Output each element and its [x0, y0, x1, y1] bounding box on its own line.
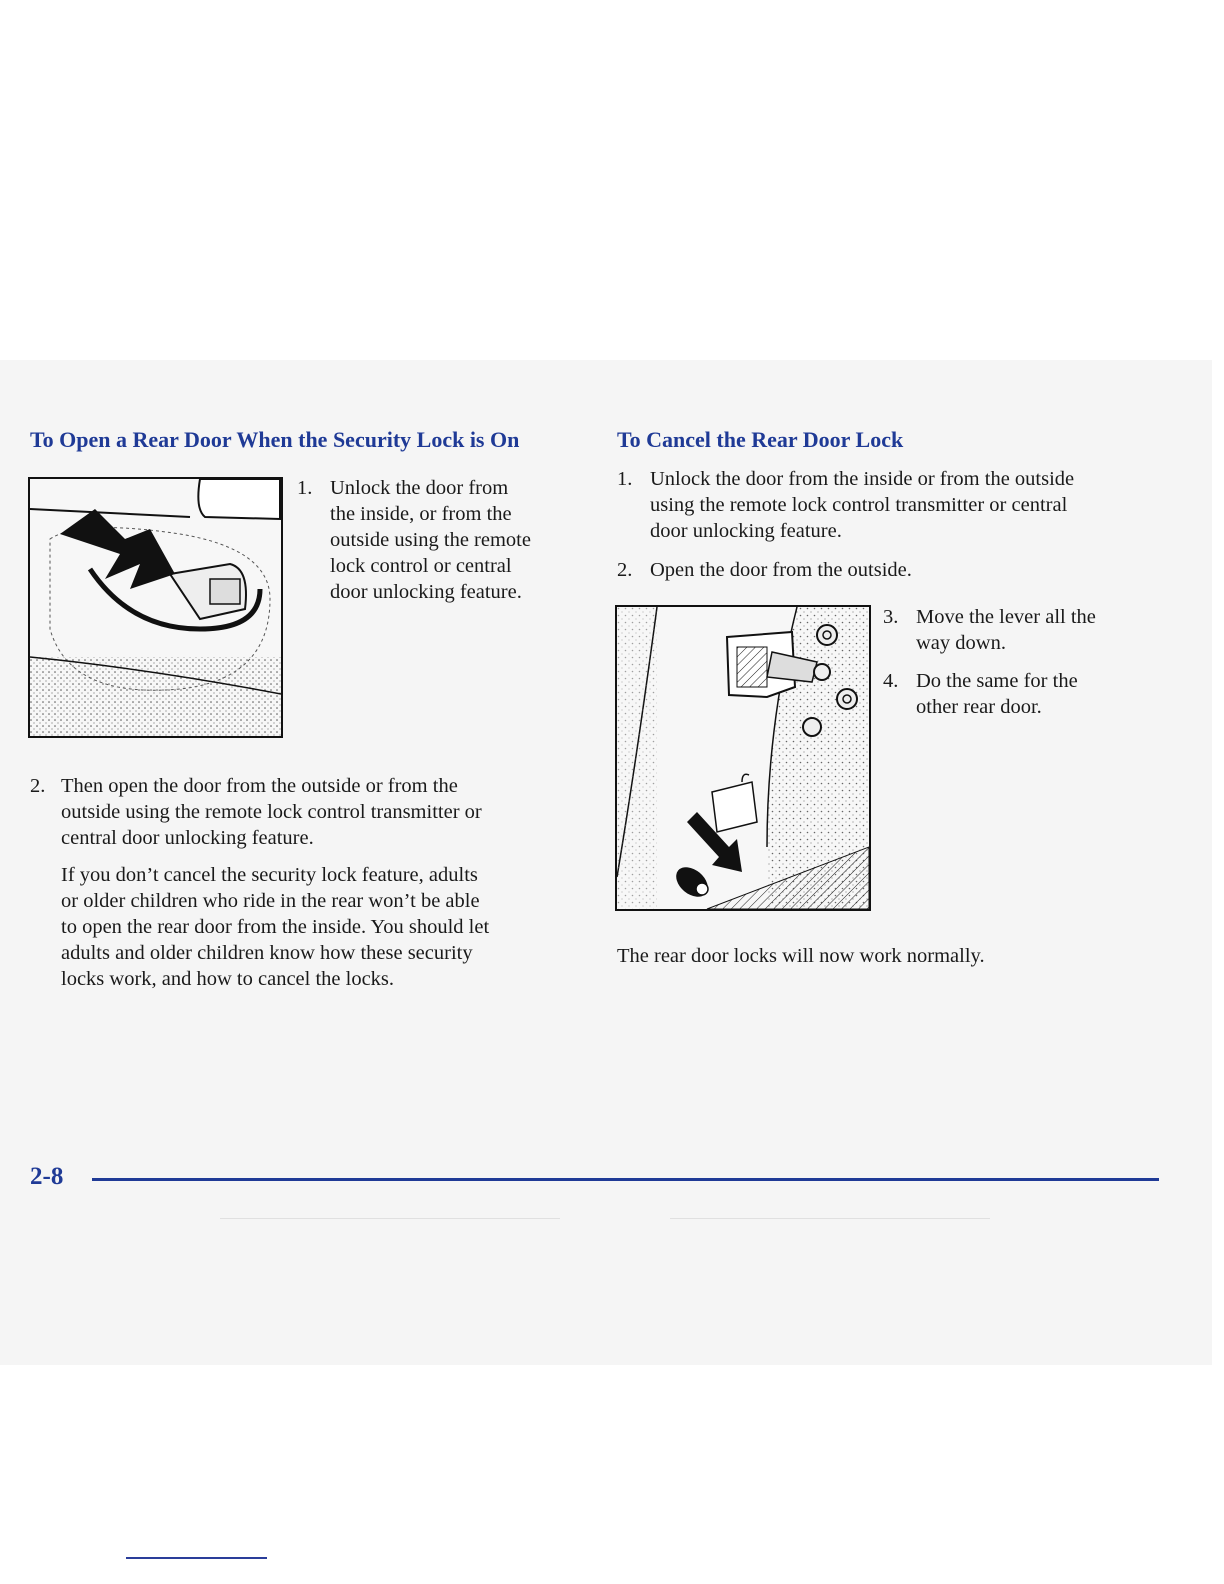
section-heading-cancel-rear-lock: To Cancel the Rear Door Lock	[617, 427, 904, 452]
faint-divider	[670, 1218, 990, 1219]
step-line: way down.	[916, 632, 1006, 654]
footer-rule	[92, 1178, 1159, 1181]
security-lock-note	[61, 862, 571, 992]
step-line: Unlock the door from	[330, 477, 509, 499]
door-handle-illustration-icon	[28, 477, 283, 738]
step-line: Open the door from the outside.	[650, 559, 912, 581]
step-line: Then open the door from the outside or from the	[61, 775, 458, 797]
step-line: outside using the remote lock control transmitter or	[61, 801, 482, 823]
section-heading-open-rear-door: To Open a Rear Door When the Security Lock is On	[30, 427, 520, 452]
note-line: If you don’t cancel the security lock feature, adults	[61, 864, 478, 886]
step-line: Unlock the door from the inside or from the outside	[650, 468, 1075, 490]
step-number: 4.	[883, 670, 899, 692]
left-step-1	[297, 475, 567, 610]
step-number: 1.	[297, 477, 313, 499]
closing-statement: The rear door locks will now work normally.	[617, 945, 985, 967]
page-number: 2-8	[30, 1163, 64, 1190]
right-step-3	[883, 604, 1183, 658]
step-number: 2.	[30, 775, 46, 797]
left-step-2	[30, 773, 570, 853]
step-line: door unlocking feature.	[330, 581, 522, 603]
step-number: 2.	[617, 559, 633, 581]
step-line: using the remote lock control transmitter or central	[650, 494, 1068, 516]
step-line: the inside, or from the	[330, 503, 512, 525]
step-line: lock control or central	[330, 555, 512, 577]
step-line: central door unlocking feature.	[61, 827, 314, 849]
step-line: other rear door.	[916, 696, 1042, 718]
step-line: outside using the remote	[330, 529, 531, 551]
step-line: door unlocking feature.	[650, 520, 842, 542]
note-line: to open the rear door from the inside. You should let	[61, 916, 490, 938]
faint-divider	[220, 1218, 560, 1219]
right-step-2	[617, 557, 1157, 585]
step-number: 3.	[883, 606, 899, 628]
note-line: or older children who ride in the rear won’t be able	[61, 890, 480, 912]
right-step-4	[883, 668, 1183, 722]
step-line: Move the lever all the	[916, 606, 1096, 628]
door-lock-lever-illustration-icon	[615, 605, 871, 911]
note-line: locks work, and how to cancel the locks.	[61, 968, 395, 990]
bottom-mark	[126, 1557, 267, 1559]
note-line: adults and older children know how these security	[61, 942, 473, 964]
right-step-1	[617, 466, 1157, 546]
step-number: 1.	[617, 468, 633, 490]
step-line: Do the same for the	[916, 670, 1078, 692]
